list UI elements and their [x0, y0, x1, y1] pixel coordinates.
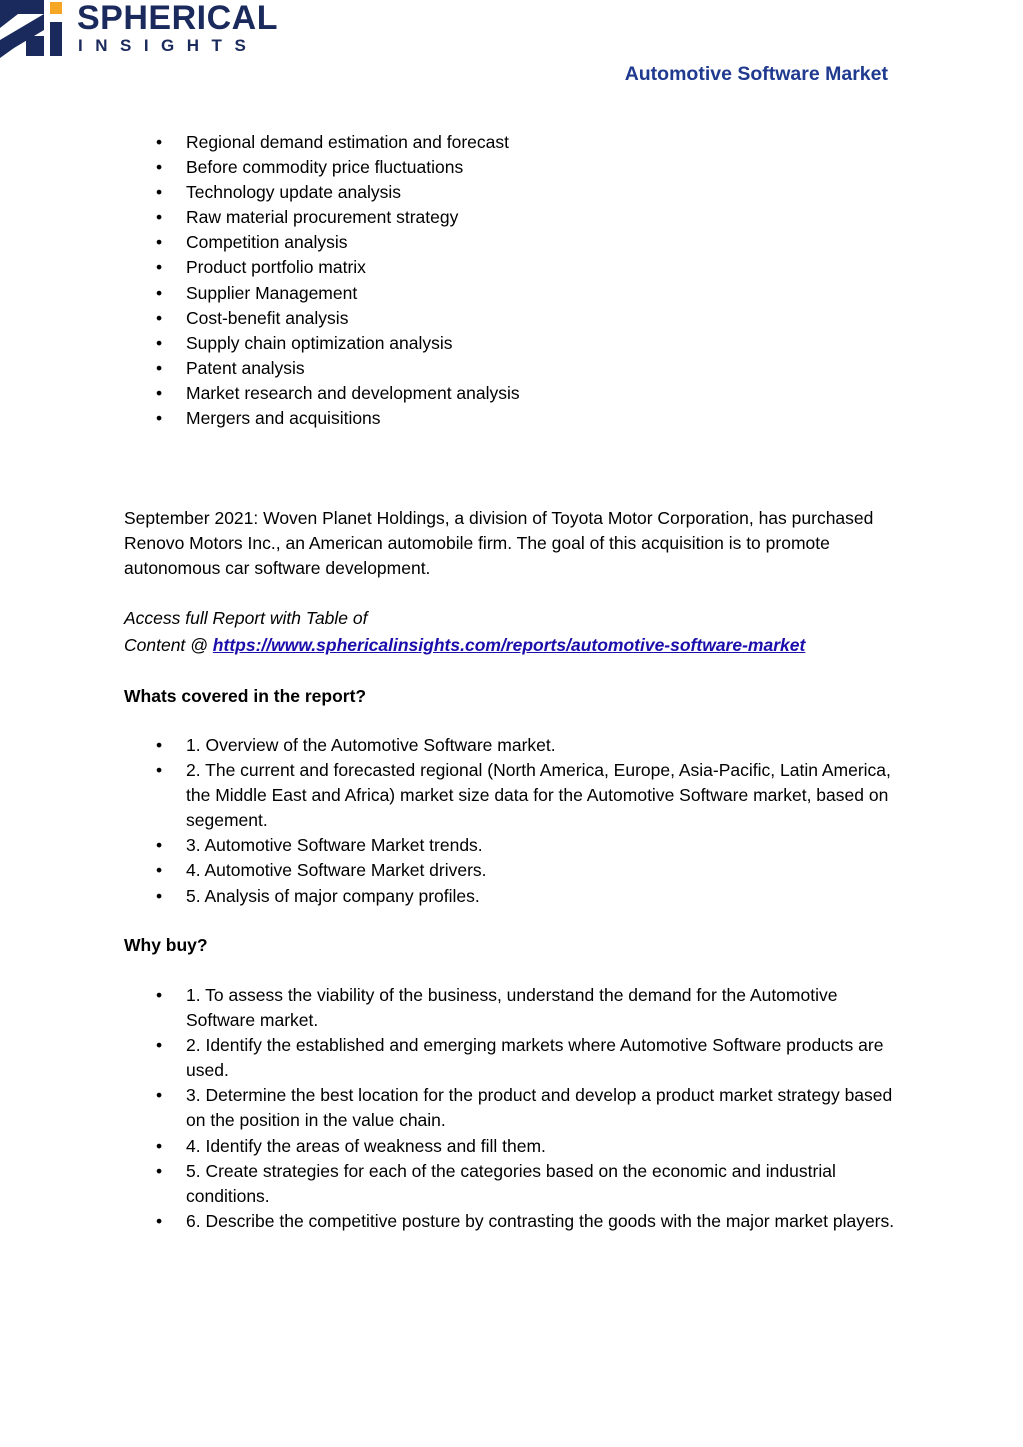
bullet-dot-icon: • — [156, 1135, 163, 1156]
bullet-dot-icon: • — [156, 307, 163, 328]
access-report — [124, 605, 896, 659]
covered-heading: Whats covered in the report? — [124, 686, 367, 706]
why-buy-list — [124, 983, 896, 1234]
brand-name: SPHERICAL — [77, 0, 278, 37]
list-item — [124, 884, 896, 909]
access-prefix: Content @ — [124, 635, 213, 655]
bullet-dot-icon: • — [156, 282, 163, 303]
services-list — [124, 130, 896, 431]
spherical-insights-logo-icon — [0, 0, 64, 58]
list-item-text: Before commodity price fluctuations — [186, 157, 464, 178]
list-item — [124, 1083, 896, 1133]
list-item — [124, 230, 896, 255]
bullet-dot-icon: • — [156, 735, 163, 755]
covered-list — [124, 733, 896, 909]
bullet-dot-icon: • — [156, 760, 163, 781]
list-item — [124, 180, 896, 205]
company-logo — [0, 0, 278, 60]
bullet-dot-icon: • — [156, 835, 163, 856]
bullet-dot-icon: • — [156, 357, 163, 378]
document-title: Automotive Software Market — [624, 63, 888, 85]
list-item-text: 2. Identify the established and emerging markets where Automotive Software products are used. — [186, 1035, 884, 1081]
bullet-dot-icon: • — [156, 860, 163, 881]
list-item-text: 5. Create strategies for each of the categories based on the economic and industrial conditions. — [186, 1160, 836, 1206]
list-item-text: Supplier Management — [186, 282, 358, 303]
list-item-text: 1. To assess the viability of the business, understand the demand for the Automotive Software market. — [186, 985, 838, 1031]
list-item — [124, 1134, 896, 1159]
bullet-dot-icon: • — [156, 382, 163, 403]
list-item-text: 3. Determine the best location for the product and develop a product market strategy based on the position in the value chain. — [186, 1085, 893, 1131]
bullet-dot-icon: • — [156, 207, 163, 228]
list-item-text: 4. Identify the areas of weakness and fill them. — [186, 1135, 546, 1156]
list-item — [124, 306, 896, 331]
list-item — [124, 1033, 896, 1083]
list-item-text: Mergers and acquisitions — [186, 408, 381, 429]
bullet-dot-icon: • — [156, 1160, 163, 1181]
bullet-dot-icon: • — [156, 182, 163, 203]
bullet-dot-icon: • — [156, 257, 163, 278]
list-item — [124, 983, 896, 1033]
list-item — [124, 130, 896, 155]
list-item — [124, 1159, 896, 1209]
list-item-text: Competition analysis — [186, 232, 348, 253]
bullet-dot-icon: • — [156, 1035, 163, 1056]
list-item — [124, 255, 896, 280]
bullet-dot-icon: • — [156, 1085, 163, 1106]
report-link[interactable]: https://www.sphericalinsights.com/reports/automotive-software-market — [212, 635, 806, 655]
list-item — [124, 155, 896, 180]
list-item-text: 2. The current and forecasted regional (North America, Europe, Asia-Pacific, Latin America, the Middle East and Africa) market size data for the Automotive Software market, based on segement. — [186, 760, 891, 831]
list-item — [124, 833, 896, 858]
list-item-text: Product portfolio matrix — [186, 257, 366, 278]
list-item-text: Market research and development analysis — [186, 382, 520, 403]
list-item-text: Cost-benefit analysis — [186, 307, 349, 328]
list-item-text: Supply chain optimization analysis — [186, 332, 453, 353]
list-item-text: 3. Automotive Software Market trends. — [186, 835, 483, 856]
list-item-text: Regional demand estimation and forecast — [186, 132, 509, 152]
list-item — [124, 858, 896, 883]
list-item-text: 5. Analysis of major company profiles. — [186, 885, 480, 906]
list-item-text: Patent analysis — [186, 357, 305, 378]
bullet-dot-icon: • — [156, 408, 163, 429]
bullet-dot-icon: • — [156, 132, 163, 152]
list-item-text: 6. Describe the competitive posture by contrasting the goods with the major market players. — [186, 1210, 895, 1231]
list-item-text: 1. Overview of the Automotive Software market. — [186, 735, 556, 755]
list-item — [124, 381, 896, 406]
bullet-dot-icon: • — [156, 332, 163, 353]
list-item — [124, 758, 896, 833]
list-item — [124, 356, 896, 381]
bullet-dot-icon: • — [156, 232, 163, 253]
bullet-dot-icon: • — [156, 157, 163, 178]
list-item — [124, 733, 896, 758]
list-item-text: Raw material procurement strategy — [186, 207, 459, 228]
access-line1: Access full Report with Table of — [124, 608, 368, 628]
bullet-dot-icon: • — [156, 1210, 163, 1231]
list-item — [124, 205, 896, 230]
why-buy-heading: Why buy? — [124, 935, 208, 955]
list-item — [124, 1209, 896, 1234]
list-item-text: 4. Automotive Software Market drivers. — [186, 860, 487, 881]
list-item — [124, 331, 896, 356]
brand-subtitle: INSIGHTS — [78, 36, 259, 55]
bullet-dot-icon: • — [156, 885, 163, 906]
list-item — [124, 406, 896, 431]
list-item-text: Technology update analysis — [186, 182, 402, 203]
bullet-dot-icon: • — [156, 985, 163, 1005]
news-paragraph: September 2021: Woven Planet Holdings, a division of Toyota Motor Corporation, has purchased Renovo Motors Inc., an American automobile firm. The goal of this acquisition is to promote autonomous car software development. — [124, 508, 874, 579]
list-item — [124, 281, 896, 306]
